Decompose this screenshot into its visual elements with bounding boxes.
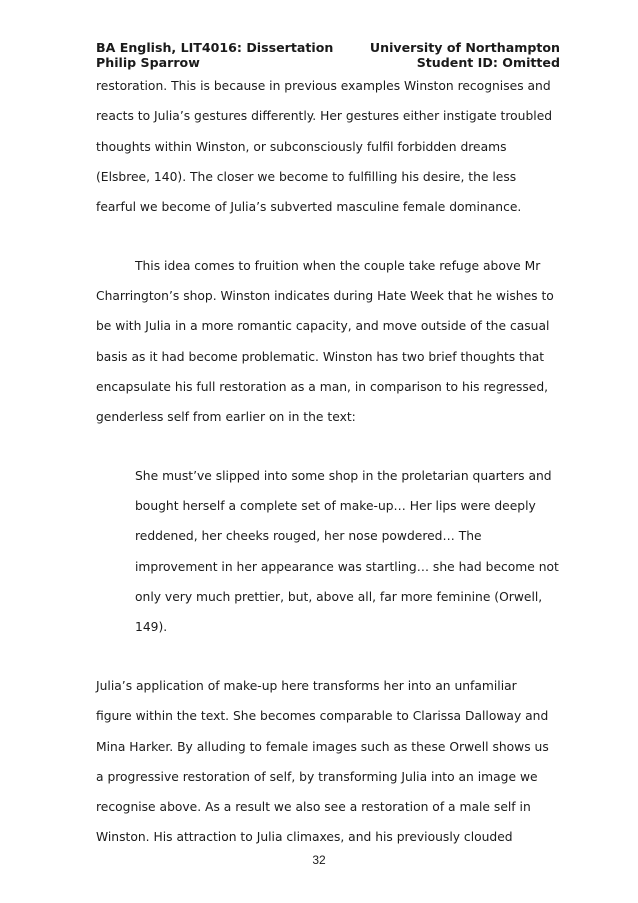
text-line: (Elsbree, 140). The closer we become to fulfilling his desire, the less	[96, 169, 517, 184]
text-line: restoration. This is because in previous examples Winston recognises and	[96, 79, 551, 93]
text-line: encapsulate his full restoration as a man, in comparison to his regressed,	[96, 379, 549, 394]
paragraph-2	[96, 259, 560, 441]
header-student-id: Student ID: Omitted	[416, 55, 560, 70]
paragraph-3	[96, 679, 560, 861]
header-row-2	[96, 55, 560, 70]
header-course: BA English, LIT4016: Dissertation	[96, 40, 334, 55]
text-line: This idea comes to fruition when the couple take refuge above Mr	[135, 258, 541, 273]
text-line: thoughts within Winston, or subconsciously fulfil forbidden dreams	[96, 139, 507, 154]
quote-line: only very much prettier, but, above all, far more feminine (Orwell,	[135, 590, 543, 605]
body-text	[96, 79, 560, 861]
text-line: Mina Harker. By alluding to female images such as these Orwell shows us	[96, 739, 549, 754]
text-line: fearful we become of Julia’s subverted masculine female dominance.	[96, 200, 522, 215]
text-line: Julia’s application of make-up here transforms her into an unfamiliar	[96, 678, 517, 693]
text-line: Charrington’s shop. Winston indicates during Hate Week that he wishes to	[96, 289, 554, 304]
quote-line: bought herself a complete set of make-up… Her lips were deeply	[135, 499, 536, 514]
quote-line: improvement in her appearance was startling… she had become not	[135, 559, 559, 574]
text-line: Winston. His attraction to Julia climaxes, and his previously clouded	[96, 830, 513, 845]
text-line: genderless self from earlier on in the text:	[96, 410, 356, 425]
page-number: 32	[312, 853, 326, 867]
paragraph-gap	[96, 441, 560, 469]
header-author: Philip Sparrow	[96, 55, 200, 70]
text-line: be with Julia in a more romantic capacity, and move outside of the casual	[96, 319, 550, 334]
block-quote	[96, 469, 560, 651]
text-line: basis as it had become problematic. Winston has two brief thoughts that	[96, 349, 545, 364]
page-header	[96, 40, 560, 70]
paragraph-gap	[96, 230, 560, 258]
quote-line: She must’ve slipped into some shop in the proletarian quarters and	[135, 468, 552, 483]
text-line: figure within the text. She becomes comparable to Clarissa Dalloway and	[96, 709, 549, 724]
header-university: University of Northampton	[369, 40, 560, 55]
paragraph-gap	[96, 651, 560, 679]
text-line: recognise above. As a result we also see a restoration of a male self in	[96, 800, 531, 815]
header-row-1	[96, 40, 560, 55]
quote-line: reddened, her cheeks rouged, her nose powdered… The	[135, 529, 482, 544]
paragraph-1	[96, 79, 560, 230]
text-line: reacts to Julia’s gestures differently. Her gestures either instigate troubled	[96, 109, 553, 124]
text-line: a progressive restoration of self, by transforming Julia into an image we	[96, 769, 538, 784]
quote-line: 149).	[135, 620, 168, 635]
